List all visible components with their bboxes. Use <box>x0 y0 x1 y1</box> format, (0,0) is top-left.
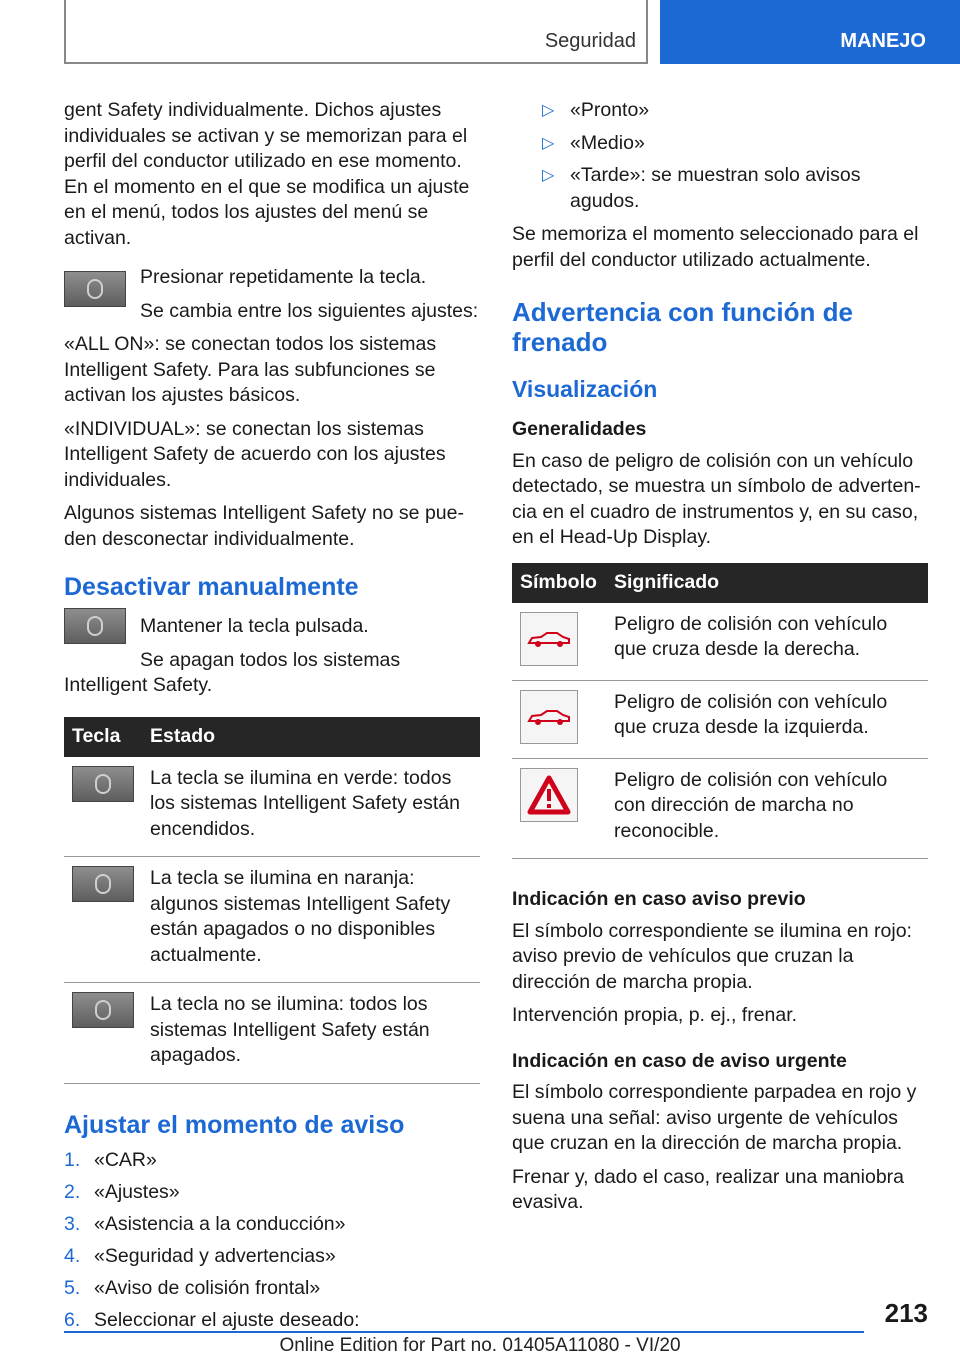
warning-heading: Advertencia con función de frenado <box>512 297 853 357</box>
list-item: 6. Seleccionar el ajuste deseado: <box>64 1308 360 1331</box>
list-item: ▷ «Medio» <box>512 131 928 157</box>
steps-list <box>64 1148 480 1334</box>
key-off-icon <box>72 992 134 1028</box>
intelligent-safety-key-icon <box>64 271 126 307</box>
intervention-text: Intervención propia, p. ej., frenar. <box>512 1004 798 1026</box>
table-row <box>64 983 480 1084</box>
list-item: 5. «Aviso de colisión frontal» <box>64 1276 321 1299</box>
all-off-text: Se apagan todos los sistemas Intelligent Safety. <box>64 648 401 696</box>
list-item: ▷ «Tarde»: se muestran solo avisos agudos. <box>542 164 861 212</box>
table-cell-state: La tecla no se ilumina: todos los sistemas Intelligent Safety están apagados. <box>142 983 480 1084</box>
key-status-table <box>64 717 480 1084</box>
table-cell-state: La tecla se ilumina en verde: todos los sistemas Intelligent Safety están encendidos. <box>142 757 480 857</box>
intro-paragraph: gent Safety individualmente. Dichos ajustes individuales se activan y se memorizan para el perfil del conductor utilizado en ese momento. En el momento en el que se modifica un ajuste en el menú, todos los ajustes del menú se activan. <box>64 99 470 249</box>
triangle-bullet-icon: ▷ <box>542 134 555 152</box>
warning-triangle-icon <box>520 768 578 822</box>
list-item: 2. «Ajustes» <box>64 1180 180 1203</box>
table-cell-state: La tecla se ilumina en naranja: algunos sistemas Intelligent Safety están apagados o no disponibles actualmente. <box>142 857 480 983</box>
section-title: Seguridad <box>544 30 636 52</box>
car-left-warning-icon <box>520 690 578 744</box>
key-orange-icon <box>72 866 134 902</box>
general-text: En caso de peligro de colisión con un vehículo detectado, se muestra un símbolo de advertencia en el cuadro de instrumentos y, en su caso, en el Head-Up Display. <box>512 449 921 548</box>
list-item: ▷ «Pronto» <box>512 98 928 124</box>
list-item: 3. «Asistencia a la conducción» <box>64 1212 346 1235</box>
chapter-tab[interactable]: MANEJO <box>660 0 960 64</box>
triangle-bullet-icon: ▷ <box>542 167 555 184</box>
urgent-heading: Indicación en caso de aviso urgente <box>512 1049 847 1072</box>
prewarn-text: El símbolo correspondiente se ilumina en rojo: aviso previo de vehículos que cruzan la dirección de marcha propia. <box>512 919 912 993</box>
general-heading: Generalidades <box>512 418 647 440</box>
not-disconnect-text: Algunos sistemas Intelligent Safety no se pueden desconectar individualmente. <box>64 502 464 550</box>
table-header-state: Estado <box>142 717 480 757</box>
key-instruction-hold <box>64 614 480 640</box>
timing-heading: Ajustar el momento de aviso <box>64 1110 405 1139</box>
timing-options <box>512 98 928 214</box>
brake-text: Frenar y, dado el caso, realizar una maniobra evasiva. <box>512 1165 905 1213</box>
table-header-key: Tecla <box>64 717 142 757</box>
footer-edition[interactable]: Online Edition for Part no. 01405A11080 - VI/20 <box>279 1335 681 1356</box>
press-repeat-text: Presionar repetidamente la tecla. <box>140 266 427 288</box>
table-row <box>512 603 928 681</box>
page-number: 213 <box>884 1298 928 1328</box>
individual-text: «INDIVIDUAL»: se conectan los sistemas Intelligent Safety de acuerdo con los ajustes individuales. <box>64 417 446 491</box>
urgent-text: El símbolo correspondiente parpadea en rojo y suena una señal: aviso urgente de vehículos que cruzan en la dirección de marcha propia. <box>512 1081 917 1154</box>
left-column <box>64 98 480 1340</box>
car-right-warning-icon <box>520 612 578 666</box>
display-heading: Visualización <box>512 376 658 402</box>
table-cell-meaning: Peligro de colisión con vehículo que cruza desde la derecha. <box>606 603 928 681</box>
right-column <box>512 98 928 1224</box>
table-row <box>64 757 480 857</box>
symbol-table <box>512 563 928 860</box>
switch-settings-text: Se cambia entre los siguientes ajustes: <box>140 299 479 322</box>
table-cell-meaning: Peligro de colisión con vehículo que cruza desde la izquierda. <box>606 680 928 758</box>
list-item: 1. «CAR» <box>64 1148 157 1171</box>
table-row <box>64 857 480 983</box>
hold-key-text: Mantener la tecla pulsada. <box>140 615 369 637</box>
table-header-meaning: Significado <box>606 563 928 603</box>
key-instruction-press <box>64 265 480 324</box>
table-row <box>512 758 928 859</box>
list-item: 4. «Seguridad y advertencias» <box>64 1244 336 1267</box>
table-header-symbol: Símbolo <box>512 563 606 603</box>
table-row <box>512 680 928 758</box>
memorized-text: Se memoriza el momento seleccionado para el perfil del conductor utilizado actualmente. <box>512 223 919 271</box>
table-cell-meaning: Peligro de colisión con vehículo con dirección de marcha no reconocible. <box>606 758 928 859</box>
intelligent-safety-key-icon <box>64 608 126 644</box>
all-on-text: «ALL ON»: se conectan todos los sistemas Intelligent Safety. Para las subfunciones se activan los ajustes básicos. <box>64 333 437 406</box>
footer-divider <box>64 1331 864 1333</box>
triangle-bullet-icon: ▷ <box>542 102 555 119</box>
prewarn-heading: Indicación en caso aviso previo <box>512 888 806 910</box>
key-green-icon <box>72 766 134 802</box>
manual-heading: Desactivar manualmente <box>64 573 359 601</box>
